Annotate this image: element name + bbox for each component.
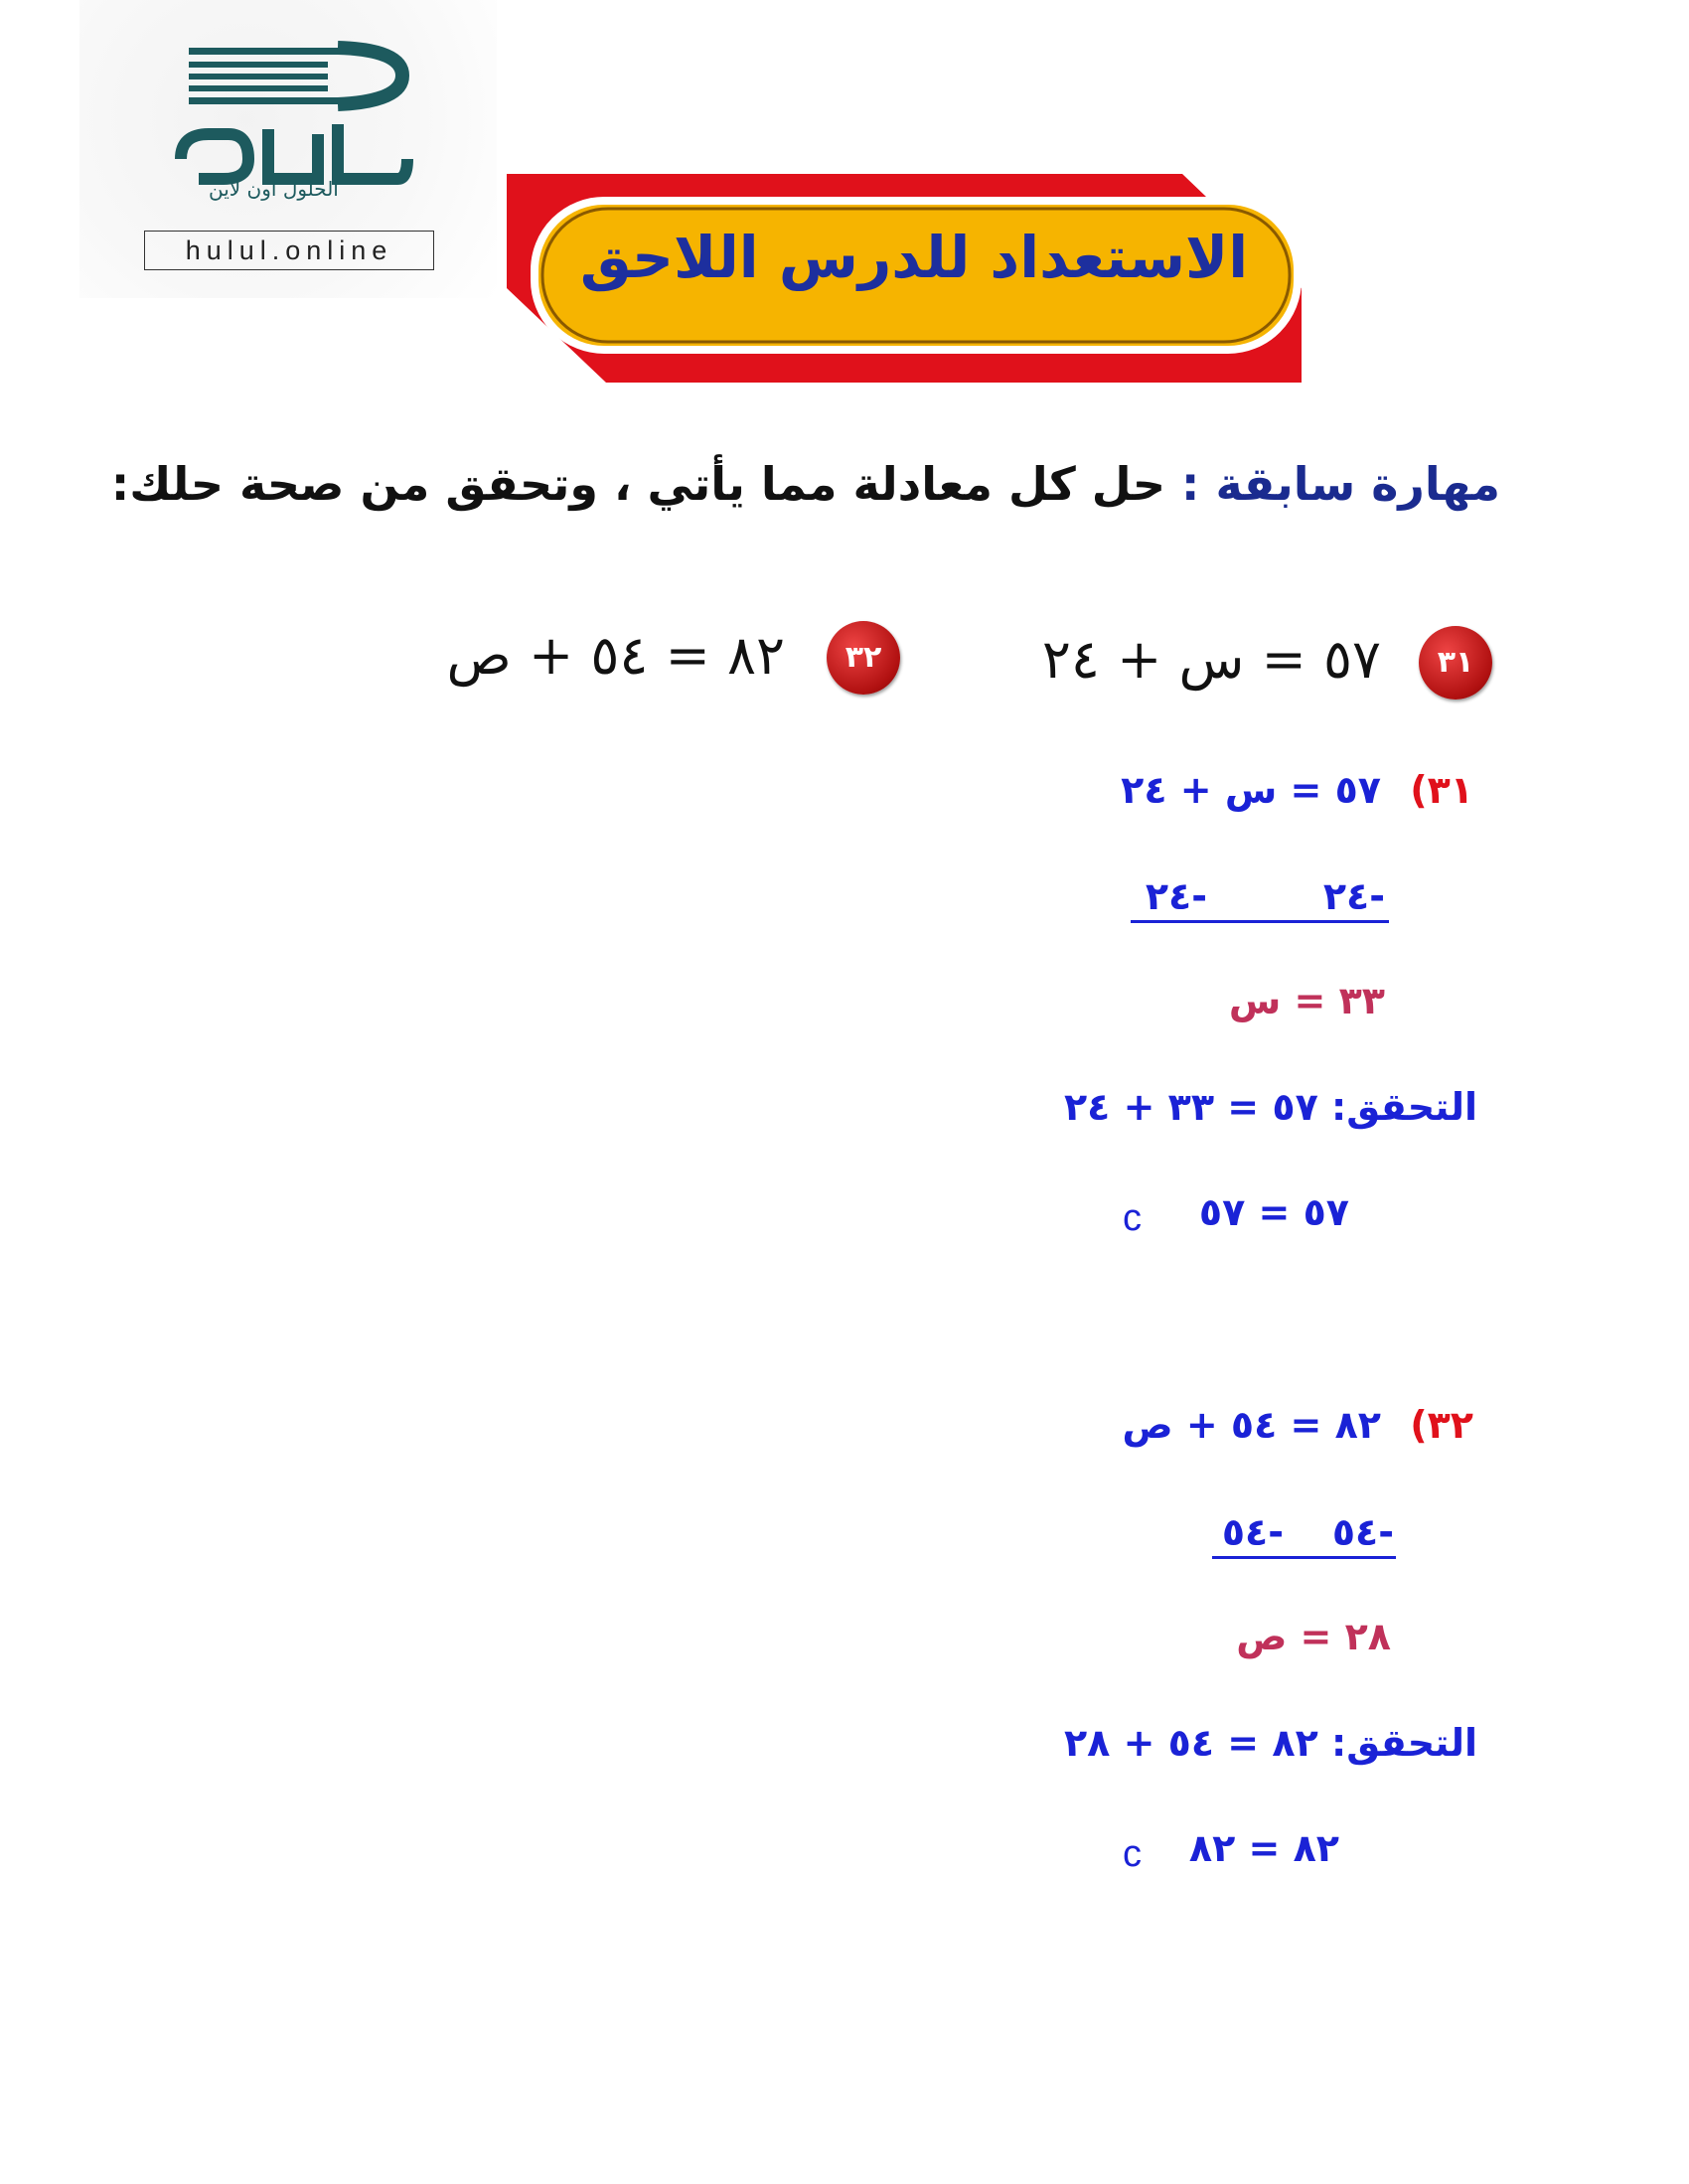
question-badge-32: ٣٢ (827, 621, 900, 695)
question-equation-31: ٥٧ = س + ٢٤ (1041, 628, 1381, 691)
skill-label: مهارة سابقة : (1181, 457, 1500, 511)
check-mark-32: c (1123, 1833, 1142, 1875)
subtract-left-31: -٢٤ (1145, 874, 1207, 918)
check-31 (1064, 1085, 1477, 1129)
logo-domain: hulul.online (144, 231, 434, 270)
subtract-left-32: -٥٤ (1221, 1510, 1284, 1554)
check-label-32: التحقق: (1331, 1721, 1477, 1765)
final-32: ٨٢ = ٨٢ (1188, 1826, 1339, 1870)
check-32 (1064, 1721, 1477, 1765)
final-31: ٥٧ = ٥٧ (1198, 1190, 1349, 1234)
banner-title: الاستعداد للدرس اللاحق (579, 224, 1249, 291)
instruction (111, 457, 1500, 511)
check-equation-31: ٥٧ = ٣٣ + ٢٤ (1063, 1085, 1318, 1129)
result-32: ٢٨ = ص (1236, 1615, 1391, 1658)
instruction-text: حل كل معادلة مما يأتي ، وتحقق من صحة حلك: (110, 457, 1166, 511)
subtract-right-31: -٢٤ (1322, 874, 1385, 918)
question-equation-32: ٨٢ = ٥٤ + ص (446, 624, 785, 687)
solution-label-31: ٣١) (1410, 768, 1473, 812)
underline-31 (1131, 920, 1389, 923)
result-31: ٣٣ = س (1228, 979, 1385, 1022)
solution-label-32: ٣٢) (1410, 1403, 1473, 1447)
solution-equation-32: ٨٢ = ٥٤ + ص (1122, 1403, 1381, 1447)
solution-equation-31: ٥٧ = س + ٢٤ (1121, 768, 1381, 812)
check-label-31: التحقق: (1331, 1085, 1477, 1129)
check-equation-32: ٨٢ = ٥٤ + ٢٨ (1063, 1721, 1318, 1765)
logo-tagline: الحلول اون لاين (209, 177, 339, 201)
underline-32 (1212, 1556, 1396, 1559)
question-badge-31: ٣١ (1419, 626, 1492, 700)
check-mark-31: c (1123, 1197, 1142, 1239)
subtract-right-32: -٥٤ (1331, 1510, 1394, 1554)
